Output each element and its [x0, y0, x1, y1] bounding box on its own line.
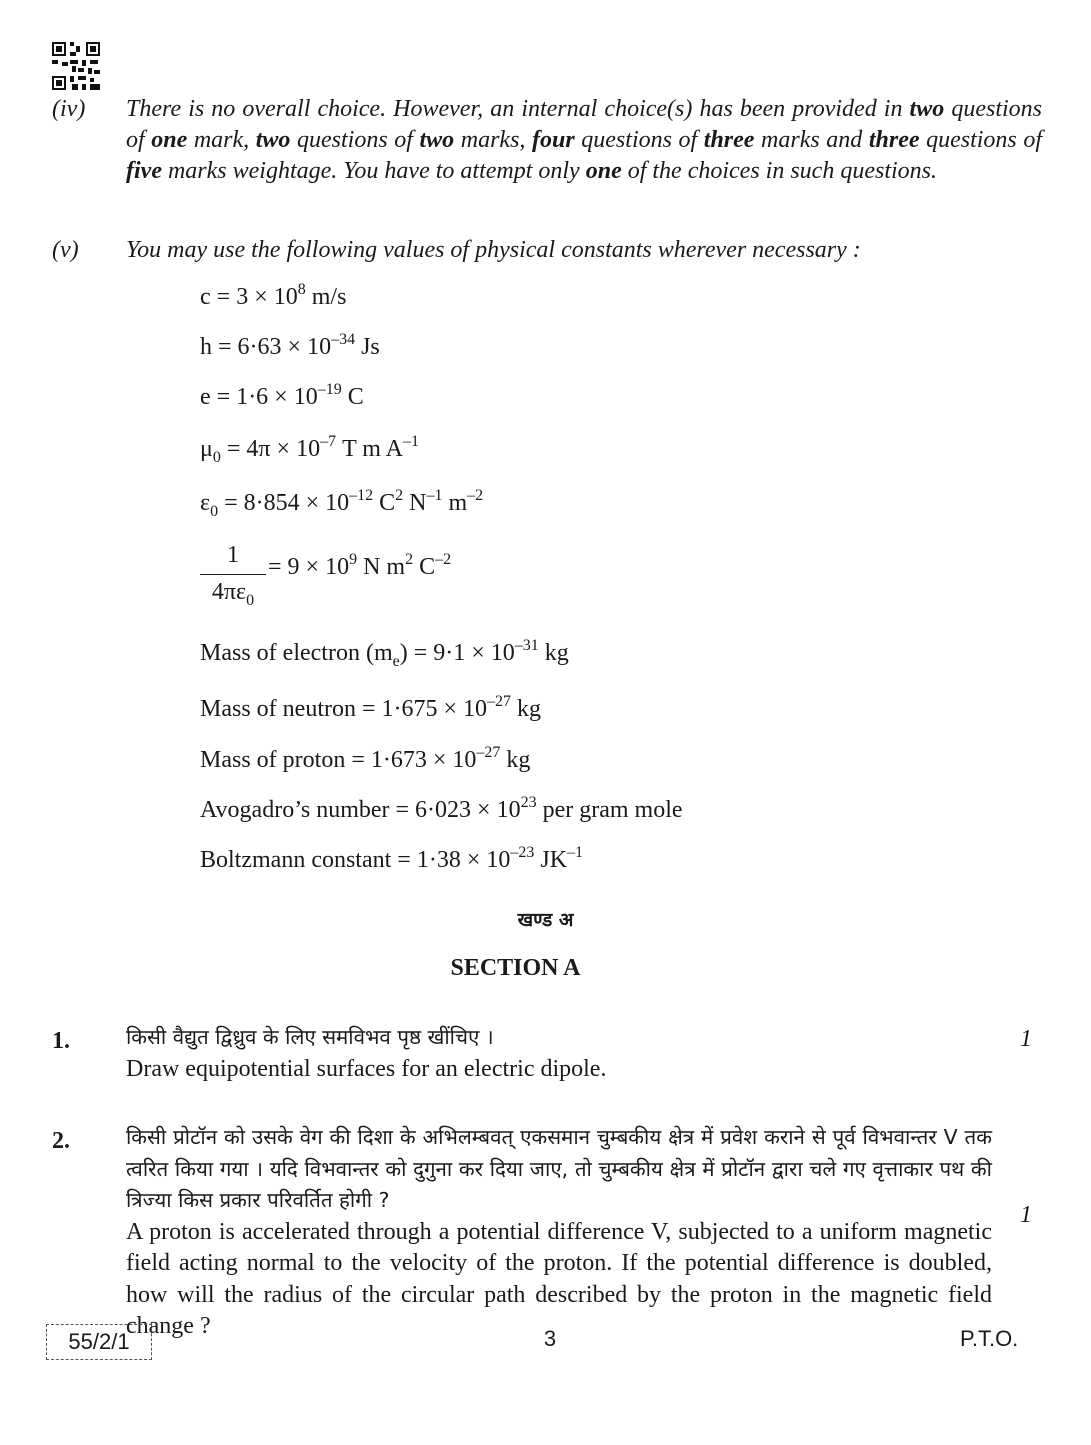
text-segment: mark, [187, 127, 256, 153]
constant-electron-mass [200, 637, 569, 670]
constant-permittivity [200, 487, 484, 520]
constant-permeability [200, 433, 419, 466]
text-segment: kg [511, 696, 542, 722]
constant-planck [200, 331, 380, 361]
emphasis-text: three [703, 127, 755, 153]
question-number: 2. [52, 1128, 70, 1154]
text-segment: marks weightage. You have to attempt only [161, 158, 586, 184]
text-segment: Mass of electron (m [200, 640, 393, 666]
text-segment: c = 3 × 10 [200, 284, 298, 310]
emphasis-text: three [868, 127, 920, 153]
emphasis-text: two [255, 127, 291, 153]
question-marks: 1 [1020, 1202, 1032, 1228]
emphasis-text: one [151, 127, 188, 153]
constant-avogadro [200, 794, 683, 824]
supscript-text: 23 [520, 794, 537, 811]
supscript-text: –1 [426, 487, 443, 504]
instruction-text [126, 235, 1042, 266]
subscript-text: e [392, 653, 400, 670]
text-segment: e = 1·6 × 10 [200, 384, 318, 410]
text-segment: Avogadro’s number = 6·023 × 10 [200, 797, 521, 823]
supscript-text: –31 [514, 637, 539, 654]
coulomb-constant-value [268, 551, 452, 581]
instruction-number: (iv) [52, 96, 86, 122]
emphasis-text: two [419, 127, 455, 153]
text-segment: questions of [919, 127, 1043, 153]
supscript-text: –1 [567, 844, 584, 861]
text-segment: There is no overall choice. However, an internal choice(s) has been provided in [126, 96, 910, 122]
text-segment: C [373, 490, 396, 516]
page-number: 3 [543, 1326, 557, 1351]
text-segment: kg [538, 640, 569, 666]
constant-proton-mass [200, 744, 531, 774]
text-segment: Mass of neutron = 1·675 × 10 [200, 696, 488, 722]
please-turn-over: P.T.O. [960, 1326, 1019, 1351]
emphasis-text: two [909, 96, 945, 122]
text-segment: of the choices in such questions. [621, 158, 937, 184]
supscript-text: –34 [331, 331, 356, 348]
paper-code: 55/2/1 [46, 1324, 152, 1360]
text-segment: μ [200, 436, 213, 462]
text-segment: questions of [290, 127, 420, 153]
section-heading-english: SECTION A [450, 955, 581, 981]
text-segment: questions of [126, 96, 1042, 153]
question-text-hindi: किसी वैद्युत द्विध्रुव के लिए समविभव पृष्ठ खींचिए । [126, 1025, 494, 1049]
text-segment: Mass of proton = 1·673 × 10 [200, 747, 477, 773]
text-segment: JK [534, 847, 568, 873]
question-text-english: A proton is accelerated through a potential difference V, subjected to a uniform magnetic field acting normal to the velocity of the proton. If the potential difference is doubled, how will the radius of the circular path described by the proton in the magnetic field change ? [126, 1218, 992, 1339]
supscript-text: 2 [405, 551, 414, 568]
fraction-denominator-sub: 0 [246, 592, 255, 609]
text-segment: C [413, 554, 436, 580]
supscript-text: –2 [467, 487, 484, 504]
constant-neutron-mass [200, 693, 542, 723]
question-1 [52, 1022, 1042, 1085]
constant-electron-charge [200, 381, 364, 411]
question-text-hindi: किसी प्रोटॉन को उसके वेग की दिशा के अभिलम्बवत् एकसमान चुम्बकीय क्षेत्र में प्रवेश कराने से पूर्व विभवान्तर V तक त्वरित किया गया । यदि विभवान्तर को दुगुना कर दिया जाए, तो चुम्बकीय क्षेत्र में प्रोटॉन द्वारा चले गए वृत्ताकार पथ की त्रिज्या किस प्रकार परिवर्तित होगी ? [126, 1125, 992, 1212]
subscript-text: 0 [212, 449, 221, 466]
text-segment: marks, [454, 127, 533, 153]
instruction-iv [52, 94, 1042, 187]
emphasis-text: four [532, 127, 575, 153]
text-segment: = 9 × 10 [268, 554, 350, 580]
supscript-text: –12 [349, 487, 374, 504]
text-segment: h = 6·63 × 10 [200, 334, 332, 360]
constant-boltzmann [200, 844, 584, 874]
text-segment: = 8·854 × 10 [218, 490, 350, 516]
question-number: 1. [52, 1028, 70, 1054]
text-segment: T m A [336, 436, 403, 462]
text-segment: = 4π × 10 [220, 436, 321, 462]
question-text-english: Draw equipotential surfaces for an electric dipole. [126, 1055, 607, 1082]
instruction-text [126, 94, 1042, 187]
text-segment: per gram mole [536, 797, 683, 823]
text-segment: Boltzmann constant = 1·38 × 10 [200, 847, 511, 873]
fraction-denominator: 4πε [211, 579, 247, 605]
supscript-text: –2 [435, 551, 452, 568]
text-segment: marks and [754, 127, 869, 153]
fraction-bar [200, 574, 266, 575]
question-marks: 1 [1020, 1026, 1032, 1052]
instruction-number: (v) [52, 237, 79, 263]
supscript-text: 2 [395, 487, 404, 504]
supscript-text: –1 [402, 433, 419, 450]
question-2 [52, 1122, 1042, 1343]
qr-code-icon [52, 42, 100, 90]
supscript-text: –23 [510, 844, 535, 861]
text-segment: Js [355, 334, 380, 360]
text-segment: kg [500, 747, 531, 773]
supscript-text: –19 [317, 381, 342, 398]
instruction-v [52, 235, 1042, 266]
fraction-numerator: 1 [227, 542, 239, 568]
supscript-text: 9 [349, 551, 358, 568]
text-segment: N [403, 490, 427, 516]
supscript-text: –27 [487, 693, 512, 710]
text-segment: m/s [305, 284, 347, 310]
emphasis-text: one [585, 158, 622, 184]
supscript-text: –7 [320, 433, 337, 450]
emphasis-text: five [126, 158, 162, 184]
supscript-text: –27 [476, 744, 501, 761]
text-segment: N m [357, 554, 406, 580]
text-segment: ε [200, 490, 211, 516]
supscript-text: 8 [297, 281, 306, 298]
text-segment: m [442, 490, 468, 516]
subscript-text: 0 [210, 503, 219, 520]
coulomb-fraction [200, 542, 266, 609]
section-heading-hindi: खण्ड अ [517, 909, 574, 931]
text-segment: ) = 9·1 × 10 [399, 640, 515, 666]
text-segment: You may use the following values of physical constants wherever necessary : [126, 237, 861, 263]
text-segment: questions of [574, 127, 704, 153]
constant-speed-of-light [200, 281, 347, 311]
text-segment: C [341, 384, 364, 410]
